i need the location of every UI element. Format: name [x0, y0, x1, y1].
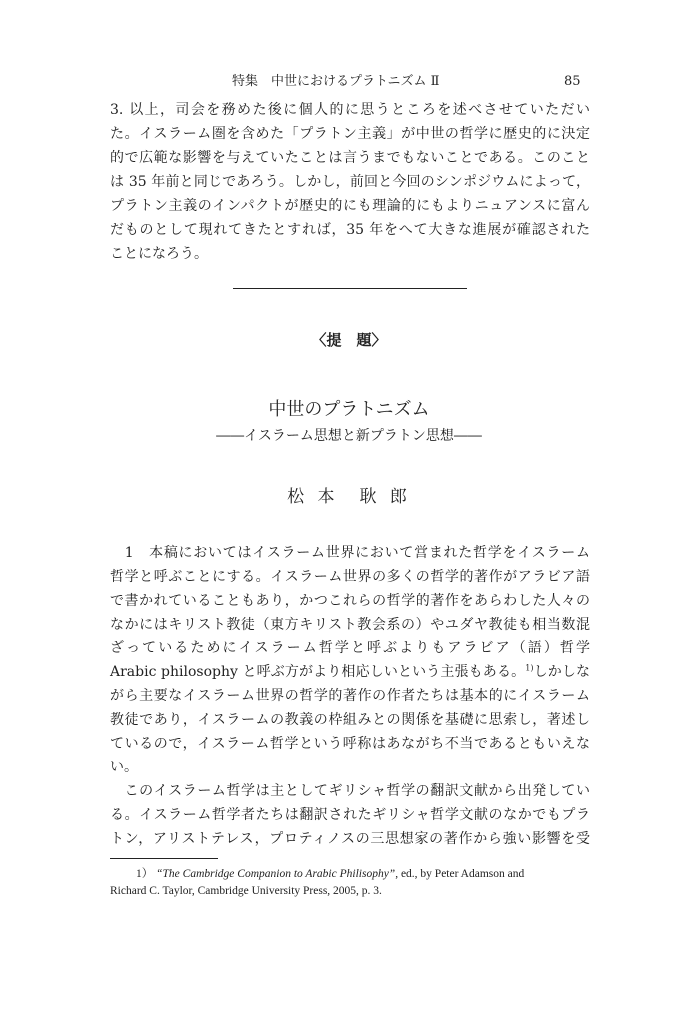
text-span: しかしな	[533, 664, 591, 680]
text-line: なかにはキリスト教徒（東方キリスト教会系の）やユダヤ教徒も相当数混	[110, 617, 590, 633]
running-header: 特集 中世におけるプラトニズム Ⅱ	[232, 74, 440, 89]
text-line: このイスラーム哲学は主としてギリシャ哲学の翻訳文献から出発してい	[110, 783, 590, 799]
text-line: トン，アリストテレス，プロティノスの三思想家の著作から強い影響を受	[110, 831, 590, 847]
text-line: ているので，イスラーム哲学という呼称はあながち不当であるともいえな	[110, 736, 590, 752]
text-line: ざっているためにイスラーム哲学と呼ぶよりもアラビア（語）哲学	[110, 640, 590, 656]
text-line: で書かれていることもあり，かつこれらの哲学的著作をあらわした人々の	[110, 593, 590, 609]
page-number: 85	[564, 74, 581, 89]
text-line: プラトン主義のインパクトが歴史的にも理論的にもよりニュアンスに富ん	[110, 198, 590, 214]
text-line: ことになろう。	[110, 246, 208, 262]
footnote-text: , ed., by Peter Adamson and	[395, 868, 525, 880]
text-line: 哲学と呼ぶことにする。イスラーム世界の多くの哲学的著作がアラビア語	[110, 569, 590, 585]
text-line: る。イスラーム哲学者たちは翻訳されたギリシャ哲学文献のなかでもプラ	[110, 807, 590, 823]
article-subtitle: ――イスラーム思想と新プラトン思想――	[216, 428, 482, 444]
section-divider	[233, 288, 467, 289]
text-line: だものとして現れてきたとすれば，35 年をへて大きな進展が確認された	[110, 222, 590, 238]
text-line: い。	[110, 759, 138, 775]
article-title: 中世のプラトニズム	[268, 399, 430, 420]
text-line	[110, 661, 590, 683]
footnote	[110, 866, 590, 900]
section-label: 〈提 題〉	[311, 331, 387, 349]
text-line: 教徒であり，イスラームの教義の枠組みとの関係を基礎に思索し，著述し	[110, 712, 590, 728]
author-name: 松 本 耿 郎	[287, 487, 411, 507]
footnote-divider	[110, 858, 218, 859]
text-span: Arabic philosophy と呼ぶ方がより相応しいという主張もある。	[110, 664, 526, 680]
footnote-title: “The Cambridge Companion to Arabic Philisophy”	[156, 868, 396, 880]
footnote-number: 1）	[136, 868, 154, 880]
text-line: は 35 年前と同じであろう。しかし，前回と今回のシンポジウムによって，	[110, 174, 590, 190]
text-line: 1 本稿においてはイスラーム世界において営まれた哲学をイスラーム	[110, 545, 590, 561]
text-line: た。イスラーム圏を含めた「プラトン主義」が中世の哲学に歴史的に決定	[110, 126, 590, 142]
footnote-line	[110, 866, 590, 883]
text-line: がら主要なイスラーム世界の哲学的著作の作者たちは基本的にイスラーム	[110, 688, 590, 704]
text-line: 的で広範な影響を与えていたことは言うまでもないことである。このこと	[110, 150, 590, 166]
footnote-line: Richard C. Taylor, Cambridge University Press, 2005, p. 3.	[110, 885, 382, 897]
text-line: 3. 以上，司会を務めた後に個人的に思うところを述べさせていただい	[110, 102, 590, 118]
footnote-ref[interactable]: 1)	[525, 663, 534, 673]
